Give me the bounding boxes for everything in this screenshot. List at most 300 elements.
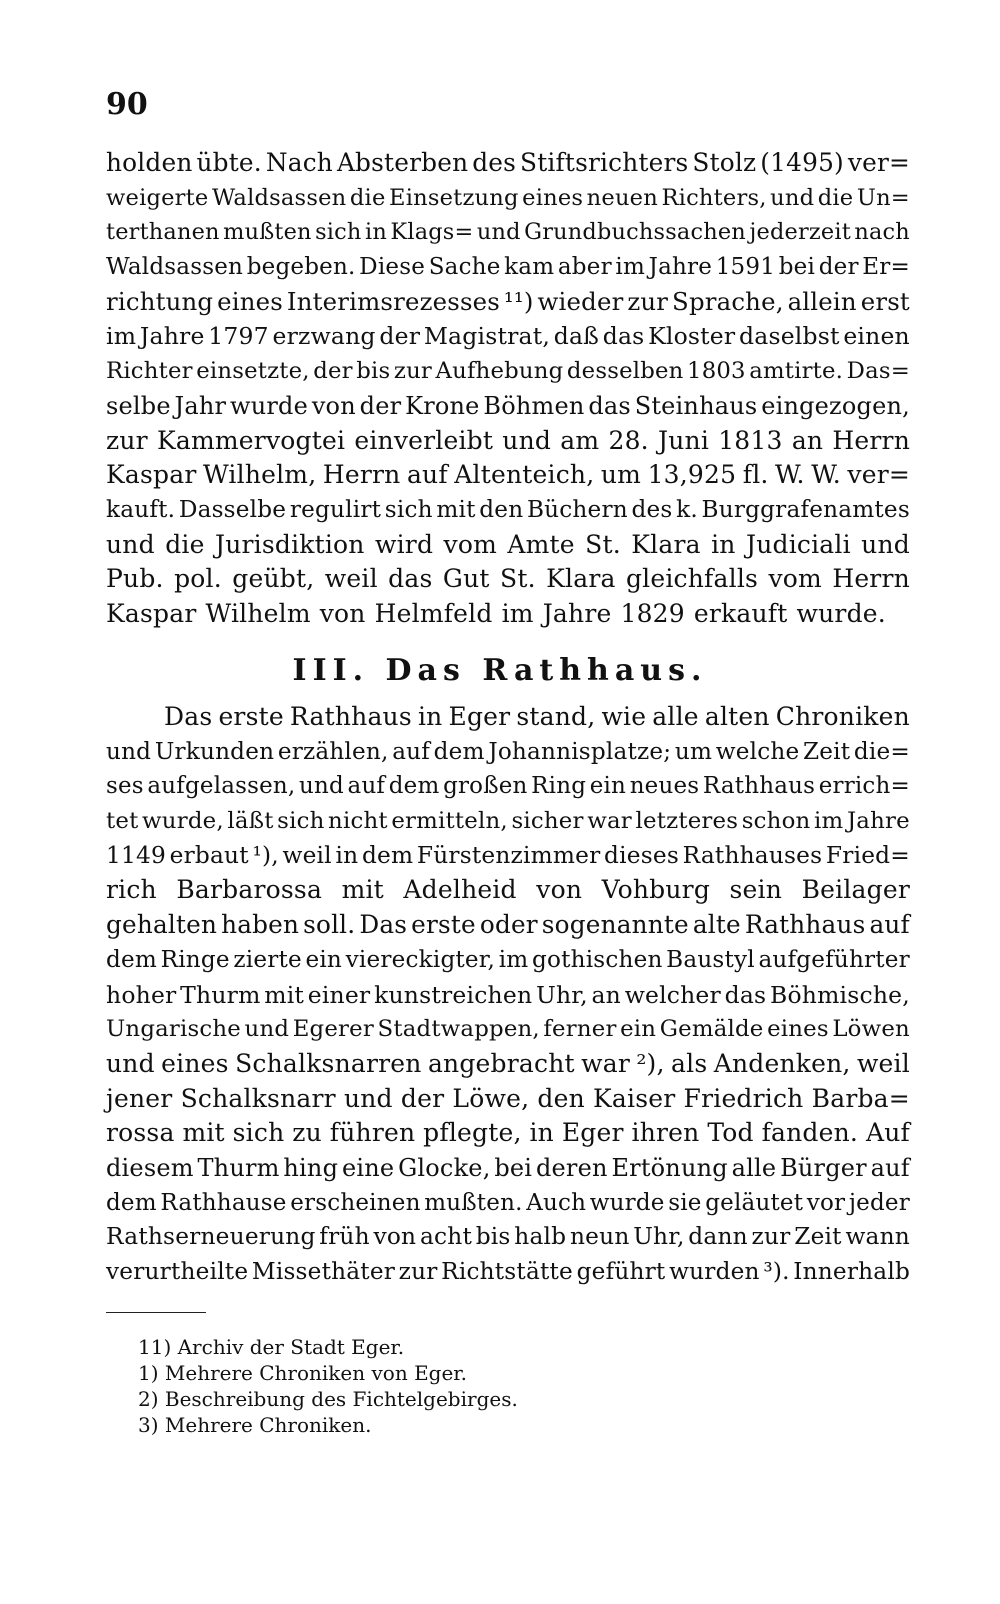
- word: terthanen: [106, 219, 220, 246]
- text-line: [106, 250, 910, 285]
- word: Klags=: [390, 219, 474, 246]
- word: Löwen: [832, 1016, 910, 1043]
- text-line: [106, 978, 910, 1013]
- word: jener: [106, 1083, 173, 1113]
- word: dieses: [604, 841, 679, 869]
- word: fanden.: [761, 1118, 859, 1148]
- word: Barba=: [811, 1083, 910, 1113]
- word: in: [335, 841, 359, 869]
- word: Herrn: [322, 460, 401, 490]
- text-line: [106, 354, 910, 389]
- word: (1495): [760, 148, 844, 177]
- word: Friedrich: [683, 1083, 804, 1113]
- text-line: [106, 458, 910, 493]
- word: Krone: [405, 391, 480, 420]
- word: erzählen,: [277, 738, 389, 765]
- page-number: 90: [106, 87, 148, 122]
- text-line: [106, 769, 910, 804]
- word: wurden: [669, 1258, 760, 1285]
- word: Das: [164, 702, 213, 731]
- word: desselben: [566, 358, 684, 385]
- word: Gemälde: [659, 1016, 764, 1043]
- word: ein: [589, 773, 627, 800]
- word: stand,: [516, 702, 596, 731]
- word: Aufhebung: [435, 358, 564, 385]
- word: daselbst: [739, 322, 840, 351]
- word: kunstreichen: [374, 980, 533, 1009]
- word: wurde.: [796, 598, 886, 628]
- word: der: [400, 1083, 445, 1113]
- word: auf: [870, 1153, 910, 1182]
- word: von: [311, 391, 356, 420]
- word: geführt: [576, 1258, 666, 1285]
- word: haben: [221, 910, 300, 940]
- word: als: [671, 1048, 708, 1078]
- word: diesem: [106, 1153, 194, 1182]
- word: und: [106, 1048, 155, 1078]
- word: von: [373, 1223, 417, 1251]
- word: Richter: [106, 358, 193, 385]
- word: Kaspar: [106, 460, 197, 490]
- paragraph-rathhaus: [106, 700, 910, 1290]
- word: der: [313, 358, 353, 385]
- word: ver=: [847, 460, 910, 490]
- word: Altenteich,: [454, 460, 595, 490]
- word: Fürstenzimmer: [416, 841, 601, 869]
- word: 1829: [620, 598, 685, 628]
- word: erscheinen: [290, 1189, 421, 1216]
- word: Amte: [507, 529, 575, 559]
- text-line: [106, 1220, 910, 1255]
- word: in: [417, 702, 443, 731]
- word: k.: [676, 496, 698, 523]
- text-line: [106, 1255, 910, 1290]
- word: Rathhaus: [289, 702, 412, 731]
- word: deren: [535, 1153, 608, 1182]
- word: erste: [411, 910, 476, 940]
- word: ¹¹): [503, 286, 534, 316]
- word: Rathhause: [160, 1189, 287, 1216]
- word: und: [106, 529, 155, 559]
- word: Stiftsrichters: [520, 148, 689, 177]
- word: Sprache,: [672, 286, 784, 316]
- word: ses: [106, 773, 144, 800]
- word: Einsetzung: [389, 184, 519, 211]
- word: daß: [553, 322, 600, 351]
- word: dem: [388, 773, 440, 800]
- word: sie: [668, 1189, 702, 1216]
- word: einsetzte,: [196, 358, 310, 385]
- word: in: [711, 529, 736, 559]
- word: von: [536, 875, 583, 905]
- word: Wilhelm,: [202, 460, 317, 490]
- word: Glocke,: [398, 1153, 491, 1182]
- word: Herrn: [832, 425, 910, 455]
- word: ihren: [631, 1118, 700, 1148]
- word: Ring: [531, 773, 587, 800]
- word: auf: [406, 460, 448, 490]
- word: die: [165, 529, 205, 559]
- word: einverleibt: [354, 425, 494, 455]
- word: führen: [329, 1118, 416, 1148]
- word: Richtstätte: [441, 1258, 573, 1285]
- word: Egerer: [292, 1016, 374, 1043]
- word: mit: [436, 496, 476, 523]
- word: nicht: [328, 808, 388, 835]
- word: und: [502, 425, 552, 455]
- word: gleichfalls: [625, 564, 759, 594]
- word: Un=: [856, 184, 910, 211]
- word: sicher: [511, 808, 584, 835]
- word: Baustyl: [666, 946, 755, 973]
- word: dem: [106, 946, 157, 973]
- word: Thurm: [197, 1153, 280, 1182]
- word: auf: [347, 773, 386, 800]
- word: des: [631, 496, 673, 523]
- word: Johannisplatze;: [488, 738, 672, 765]
- word: Sache: [428, 254, 501, 281]
- word: erzwang: [272, 322, 376, 351]
- word: Rathhaus: [744, 910, 866, 940]
- word: Nach: [265, 148, 333, 177]
- word: großen: [443, 773, 528, 800]
- word: W.: [775, 460, 805, 490]
- word: 1797: [208, 322, 269, 351]
- word: der: [818, 254, 859, 281]
- word: pol.: [174, 564, 222, 594]
- word: Helmfeld: [374, 598, 493, 628]
- word: Stadtwappen,: [377, 1016, 540, 1043]
- word: gehalten: [106, 910, 218, 940]
- word: Innerhalb: [793, 1258, 910, 1285]
- word: zur: [627, 286, 669, 316]
- word: Jahr: [174, 391, 227, 420]
- word: soll.: [303, 910, 356, 940]
- word: letzteres: [635, 808, 739, 835]
- word: alle: [731, 1153, 777, 1182]
- word: Jurisdiktion: [214, 529, 365, 559]
- word: Böhmische,: [770, 980, 910, 1009]
- word: Grundbuchssachen: [524, 219, 746, 246]
- word: weil: [856, 1048, 910, 1078]
- word: war: [587, 808, 632, 835]
- word: mußten.: [424, 1189, 523, 1216]
- word: W.: [811, 460, 841, 490]
- word: dem: [361, 841, 414, 869]
- word: weil: [282, 841, 332, 869]
- word: Ertönung: [611, 1153, 728, 1182]
- word: jeder: [848, 1189, 910, 1216]
- word: weil: [324, 564, 378, 594]
- word: 1591: [715, 254, 776, 281]
- word: zur: [106, 425, 148, 455]
- word: in: [364, 219, 387, 246]
- word: ¹),: [252, 841, 279, 869]
- word: Fried=: [825, 841, 910, 869]
- word: vor: [806, 1189, 846, 1216]
- word: Jahre: [542, 598, 612, 628]
- text-line: [106, 562, 910, 597]
- word: fl.: [742, 460, 769, 490]
- word: Missethäter: [251, 1258, 396, 1285]
- word: die: [349, 184, 386, 211]
- word: Adelheid: [403, 875, 517, 905]
- word: Bürger: [780, 1153, 867, 1182]
- word: bei: [494, 1153, 533, 1182]
- word: Das: [359, 910, 408, 940]
- word: Andenken,: [713, 1048, 851, 1078]
- word: wird: [375, 529, 434, 559]
- word: und: [343, 1083, 393, 1113]
- word: Jahre: [648, 254, 713, 281]
- word: im: [498, 946, 529, 973]
- word: schon: [741, 808, 811, 835]
- word: mit: [182, 1118, 225, 1148]
- text-line: [106, 943, 910, 978]
- word: auf: [392, 738, 431, 765]
- word: sich: [232, 1118, 285, 1148]
- word: des: [472, 148, 517, 177]
- word: den: [537, 1083, 585, 1113]
- word: Waldsassen: [106, 254, 244, 281]
- word: im: [501, 598, 534, 628]
- word: die=: [853, 738, 910, 765]
- word: rossa: [106, 1118, 175, 1148]
- word: Jahre: [139, 322, 205, 351]
- word: Interimsrezesses: [286, 286, 500, 316]
- word: in: [529, 1118, 554, 1148]
- word: alle: [652, 702, 699, 731]
- word: Zeit: [802, 738, 851, 765]
- word: ver=: [847, 148, 910, 177]
- word: Klara: [631, 529, 701, 559]
- word: eine: [341, 1153, 395, 1182]
- word: pflegte,: [423, 1118, 522, 1148]
- word: begeben.: [246, 254, 356, 281]
- word: aufgelassen,: [147, 773, 296, 800]
- text-line: [106, 839, 910, 874]
- word: Kloster: [648, 322, 736, 351]
- word: wie: [601, 702, 647, 731]
- word: übte.: [196, 148, 262, 177]
- word: Juni: [658, 425, 710, 455]
- word: Eger: [561, 1118, 624, 1148]
- word: Kaspar: [106, 598, 197, 628]
- word: Uhr,: [535, 980, 588, 1009]
- word: der: [379, 322, 421, 351]
- word: neuen: [586, 184, 658, 211]
- word: Diese: [359, 254, 426, 281]
- text-line: [106, 1186, 910, 1221]
- text-line: [106, 908, 910, 943]
- word: Er=: [862, 254, 910, 281]
- word: hing: [283, 1153, 339, 1182]
- text-line: [106, 1151, 910, 1186]
- word: zur: [751, 1223, 791, 1251]
- word: geläutet: [705, 1189, 804, 1216]
- word: regulirt: [289, 496, 382, 523]
- word: Das=: [846, 358, 910, 385]
- text-line: [106, 597, 910, 632]
- word: Burggrafenamtes: [701, 496, 910, 523]
- word: Schalksnarr: [180, 1083, 336, 1113]
- word: erst: [860, 286, 910, 316]
- word: amtirte.: [749, 358, 844, 385]
- word: alte: [692, 910, 741, 940]
- word: erbaut: [169, 841, 249, 869]
- text-line: [106, 389, 910, 424]
- word: Rathhauses: [682, 841, 823, 869]
- word: das: [602, 322, 645, 351]
- word: allein: [787, 286, 857, 316]
- word: selbe: [106, 391, 171, 420]
- text-line: [106, 181, 910, 216]
- text-line: [106, 804, 910, 839]
- word: Chroniken: [775, 702, 910, 731]
- word: war: [581, 1048, 630, 1078]
- word: erste: [218, 702, 284, 731]
- word: zur: [398, 1258, 438, 1285]
- text-line: [106, 528, 910, 563]
- word: vom: [443, 529, 498, 559]
- word: zu: [292, 1118, 322, 1148]
- word: Rathserneuerung: [106, 1223, 316, 1251]
- word: und: [244, 1016, 290, 1043]
- word: neues: [629, 773, 700, 800]
- word: sich: [384, 496, 433, 523]
- word: wann: [845, 1223, 910, 1251]
- word: Wilhelm: [205, 598, 311, 628]
- word: dem: [433, 738, 485, 765]
- word: St.: [585, 529, 621, 559]
- word: aufgeführter: [758, 946, 910, 973]
- word: im: [814, 808, 844, 835]
- word: und: [770, 184, 815, 211]
- word: um: [674, 738, 713, 765]
- word: Kaiser: [593, 1083, 676, 1113]
- word: Kammervogtei: [157, 425, 346, 455]
- text-line: [106, 146, 910, 181]
- word: wurde: [230, 391, 308, 420]
- word: bis: [356, 358, 391, 385]
- text-line: [106, 700, 910, 735]
- word: Ungarische: [106, 1016, 241, 1043]
- footnote-3: 3) Mehrere Chroniken.: [138, 1413, 372, 1437]
- text-line: [106, 1012, 910, 1047]
- word: jederzeit: [749, 219, 851, 246]
- word: wurde: [589, 1189, 665, 1216]
- word: eingezogen,: [761, 391, 910, 420]
- word: sein: [729, 875, 783, 905]
- word: Pub.: [106, 564, 164, 594]
- word: Gut: [442, 564, 490, 594]
- word: eines: [767, 1016, 829, 1043]
- text-line: [106, 215, 910, 250]
- word: am: [560, 425, 600, 455]
- word: im: [615, 254, 646, 281]
- word: das: [388, 564, 433, 594]
- text-line: [106, 424, 910, 459]
- word: ein: [305, 946, 343, 973]
- word: Magistrat,: [423, 322, 551, 351]
- word: Tod: [707, 1118, 754, 1148]
- text-line: [106, 493, 910, 528]
- word: Klara: [546, 564, 616, 594]
- word: von: [319, 598, 366, 628]
- word: eines: [161, 1048, 229, 1078]
- word: und: [106, 738, 152, 765]
- word: und: [861, 529, 910, 559]
- word: ferner: [543, 1016, 617, 1043]
- word: zur: [393, 358, 433, 385]
- text-line: [106, 1047, 910, 1082]
- word: Jahre: [846, 808, 910, 835]
- section-heading: III. Das Rathhaus.: [292, 653, 708, 688]
- word: und: [299, 773, 344, 800]
- text-line: [106, 735, 910, 770]
- word: Absterben: [336, 148, 469, 177]
- word: Waldsassen: [211, 184, 347, 211]
- word: hoher: [106, 980, 177, 1009]
- word: 28.: [608, 425, 649, 455]
- word: nach: [854, 219, 910, 246]
- word: und: [476, 219, 521, 246]
- word: 1149: [106, 841, 166, 869]
- word: Dasselbe: [178, 496, 287, 523]
- word: Barbarossa: [176, 875, 323, 905]
- word: Schalksnarren: [235, 1048, 422, 1078]
- word: ²),: [636, 1048, 665, 1078]
- footnote-1: 1) Mehrere Chroniken von Eger.: [138, 1361, 468, 1385]
- word: Herrn: [832, 564, 910, 594]
- word: angebracht: [427, 1048, 575, 1078]
- word: St.: [500, 564, 536, 594]
- word: Steinhaus: [634, 391, 758, 420]
- footnote-2: 2) Beschreibung des Fichtelgebirges.: [138, 1387, 518, 1411]
- word: bis: [475, 1223, 511, 1251]
- word: früh: [319, 1223, 370, 1251]
- word: mußten: [223, 219, 312, 246]
- word: Böhmen: [483, 391, 585, 420]
- word: Beilager: [801, 875, 910, 905]
- text-line: [106, 1116, 910, 1151]
- paragraph-steinhaus: [106, 146, 910, 632]
- word: gothischen: [532, 946, 663, 973]
- word: sogenannte: [541, 910, 689, 940]
- word: Rathhaus: [702, 773, 816, 800]
- word: vom: [768, 564, 822, 594]
- word: Auf: [865, 1118, 910, 1148]
- word: 1803: [687, 358, 746, 385]
- word: ermitteln,: [391, 808, 508, 835]
- word: Büchern: [526, 496, 628, 523]
- word: sich: [315, 219, 362, 246]
- word: holden: [106, 148, 193, 177]
- word: aber: [557, 254, 612, 281]
- word: das: [724, 980, 767, 1009]
- word: oder: [479, 910, 538, 940]
- word: dann: [688, 1223, 748, 1251]
- word: einer: [307, 980, 371, 1009]
- word: dem: [106, 1189, 157, 1216]
- word: rich: [106, 875, 157, 905]
- word: wieder: [537, 286, 624, 316]
- word: alten: [704, 702, 770, 731]
- word: verurtheilte: [106, 1258, 249, 1285]
- word: mit: [341, 875, 384, 905]
- word: richtung: [106, 286, 214, 316]
- word: Vohburg: [601, 875, 711, 905]
